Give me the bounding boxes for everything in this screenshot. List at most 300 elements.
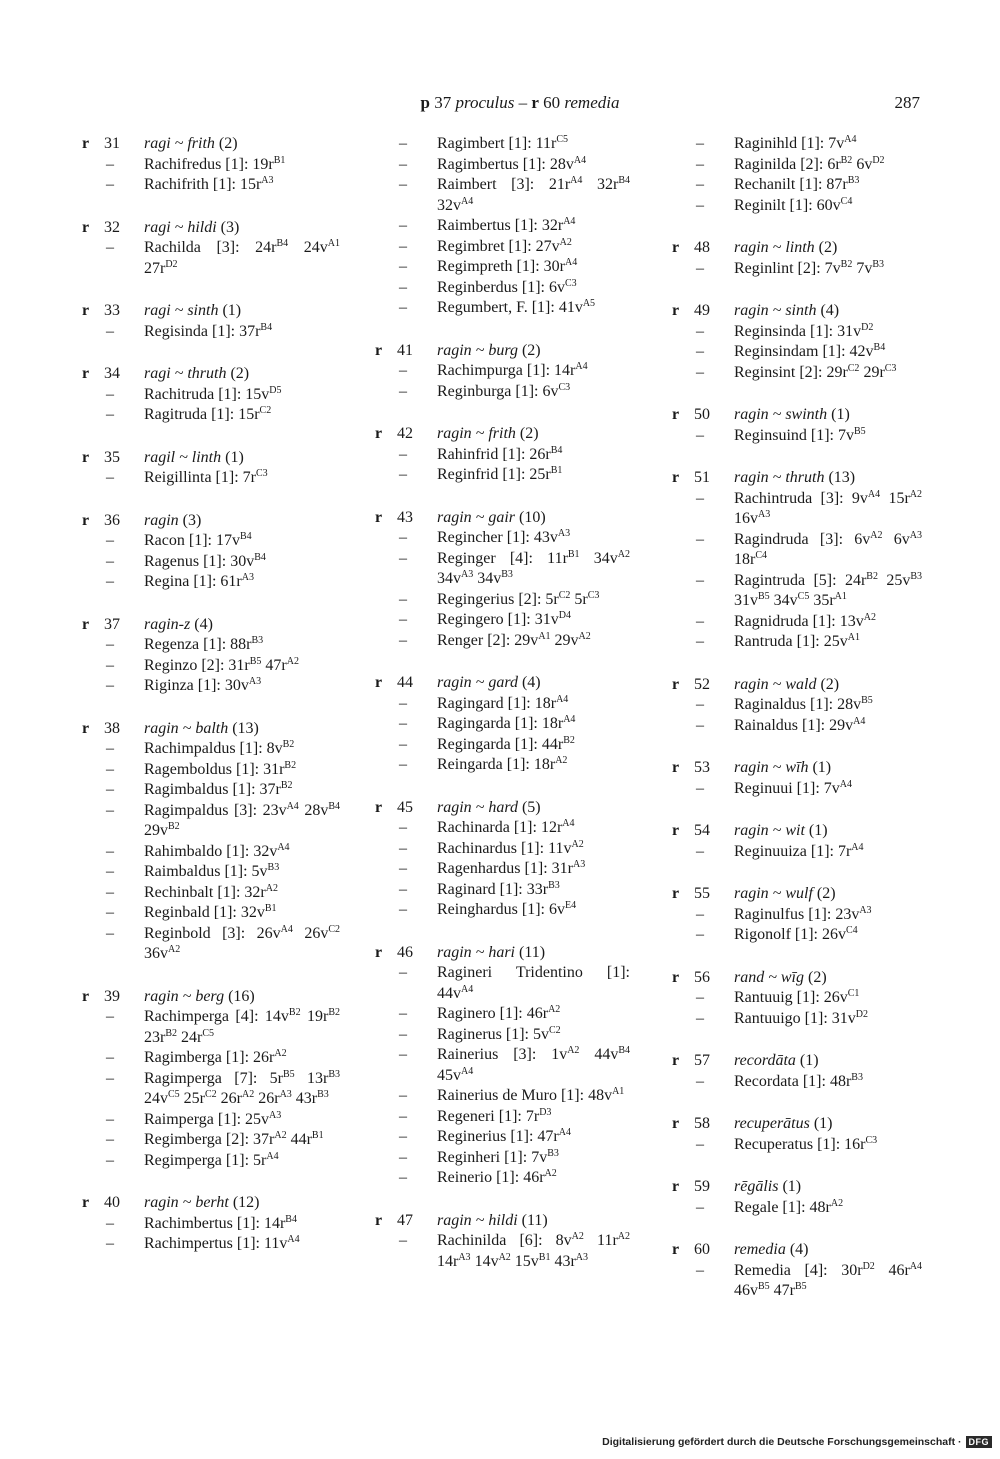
form-dash: –	[106, 322, 114, 340]
form-line	[375, 735, 630, 756]
form-text: Reginzo [2]: $31r^{B5}$ $47r^{A2}$	[144, 655, 299, 674]
form-line	[82, 1234, 340, 1255]
form-dash: –	[696, 1261, 704, 1279]
form-text: Ragnidruda [1]: $13v^{A2}$	[734, 611, 876, 630]
entry-lemma: ragin ~ berg	[144, 987, 225, 1005]
entry-letter: r	[672, 302, 680, 319]
entry-count: (10)	[519, 508, 546, 526]
entry-head	[82, 364, 340, 385]
form-line	[375, 900, 630, 921]
form-line	[82, 572, 340, 593]
form-dash: –	[399, 135, 407, 152]
entry-number: 32	[104, 218, 120, 236]
form-dash: –	[399, 155, 407, 173]
form-line	[82, 1048, 340, 1069]
form-dash: –	[696, 1135, 704, 1153]
entry-number: 52	[694, 675, 710, 693]
entry-count: (2)	[519, 425, 539, 442]
form-text: Regeneri [1]: $7r^{D3}$	[437, 1106, 552, 1125]
form-text: Regimbret [1]: $27v^{A2}$	[437, 236, 572, 255]
entry-count: (12)	[232, 1194, 260, 1211]
form-dash: –	[696, 571, 704, 589]
form-line	[672, 925, 922, 946]
form-line	[672, 716, 922, 737]
entry-number: 50	[694, 406, 710, 423]
entry-head	[82, 218, 340, 239]
column-3	[672, 134, 922, 1324]
form-text: Ragintruda [5]: $24r^{B2}$ $25v^{B3}$ $31v^{B5}$ $34v^{C5}$ $35r^{A1}$	[734, 570, 922, 609]
form-line	[672, 489, 922, 530]
form-text: Rainerius [3]: $1v^{A2}$ $44v^{B4}$ $45v^{A4}$	[437, 1045, 630, 1084]
entry-letter: r	[375, 508, 383, 526]
dictionary-entry	[672, 1177, 922, 1218]
entry-letter: r	[375, 943, 383, 961]
entry-number: 38	[104, 719, 120, 737]
form-line	[375, 1004, 630, 1025]
form-dash: –	[399, 1232, 407, 1249]
entry-number: 34	[104, 365, 120, 382]
entry-number: 45	[397, 798, 413, 816]
dictionary-entry	[375, 424, 630, 486]
form-line	[375, 1025, 630, 1046]
form-text: Remedia [4]: $30r^{D2}$ $46r^{A4}$ $46v^{B5}$ $47r^{B5}$	[734, 1260, 923, 1299]
form-dash: –	[106, 760, 114, 778]
form-dash: –	[106, 573, 114, 590]
entry-number: 36	[104, 511, 120, 529]
form-line	[82, 175, 340, 196]
form-dash: –	[696, 489, 704, 507]
form-text: Rachinardus [1]: $11v^{A2}$	[437, 838, 584, 857]
form-line	[672, 612, 922, 633]
form-text: Reginger [4]: $11r^{B1}$ $34v^{A2}$ $34v^{A3}$ $34v^{B3}$	[437, 548, 630, 587]
entry-letter: r	[82, 615, 90, 633]
entry-number: 54	[694, 822, 710, 839]
dictionary-entry	[82, 448, 340, 489]
form-text: Rainaldus [1]: $29v^{A4}$	[734, 715, 866, 734]
form-text: Raginaldus [1]: $28v^{B5}$	[734, 695, 873, 713]
form-line	[375, 694, 630, 715]
form-dash: –	[696, 1072, 704, 1090]
form-line	[375, 839, 630, 860]
dictionary-entry	[82, 1193, 340, 1255]
entry-head	[82, 511, 340, 532]
dictionary-entry	[375, 341, 630, 403]
form-line	[375, 880, 630, 901]
form-text: Ragingard [1]: $18r^{A4}$	[437, 693, 569, 712]
form-dash: –	[399, 631, 407, 649]
entry-letter: r	[375, 674, 383, 691]
form-text: Riginza [1]: $30v^{A3}$	[144, 676, 262, 694]
form-line	[375, 549, 630, 590]
form-text: Reingarda [1]: $18r^{A2}$	[437, 755, 568, 773]
entry-lemma: ragin ~ wit	[734, 822, 805, 839]
form-text: Rachintruda [3]: $9v^{A4}$ $15r^{A2}$ $16v^{A3}$	[734, 488, 923, 527]
form-text: Raginihld [1]: $7v^{A4}$	[734, 134, 857, 152]
form-line	[672, 530, 922, 571]
head-sep: –	[518, 93, 528, 112]
dictionary-entry	[82, 987, 340, 1172]
form-dash: –	[106, 740, 114, 757]
form-text: Reginsindam [1]: $42v^{B4}$	[734, 342, 886, 360]
entry-count: (4)	[820, 302, 840, 319]
form-line	[82, 1130, 340, 1151]
form-text: Regina [1]: $61r^{A3}$	[144, 572, 254, 590]
form-text: Regale [1]: $48r^{A2}$	[734, 1197, 844, 1216]
dictionary-entry	[375, 508, 630, 652]
form-dash: –	[106, 1235, 114, 1252]
entry-lemma: ragin ~ gard	[437, 674, 518, 691]
form-text: Reginuui [1]: $7v^{A4}$	[734, 778, 852, 797]
entry-letter: r	[672, 239, 680, 256]
form-line	[375, 714, 630, 735]
form-dash: –	[106, 636, 114, 653]
entry-lemma: ragin	[144, 511, 179, 529]
form-dash: –	[399, 529, 407, 546]
form-dash: –	[399, 1107, 407, 1125]
entry-count: (13)	[828, 469, 856, 486]
form-dash: –	[399, 1148, 407, 1166]
entry-head	[672, 405, 922, 426]
entry-letter: r	[82, 719, 90, 737]
form-text: Reginuuiza [1]: $7r^{A4}$	[734, 841, 864, 860]
form-line	[672, 175, 922, 196]
entry-number: 31	[104, 135, 120, 152]
form-text: Raginerus [1]: $5v^{C2}$	[437, 1024, 561, 1043]
form-line	[672, 988, 922, 1009]
dictionary-entry	[82, 615, 340, 697]
entry-letter: r	[672, 759, 680, 776]
entry-number: 60	[694, 1241, 710, 1258]
form-line	[82, 656, 340, 677]
form-dash: –	[106, 1049, 114, 1066]
entry-count: (3)	[220, 218, 240, 236]
form-text: Ragindruda [3]: $6v^{A2}$ $6v^{A3}$ $18r^{C4}$	[734, 529, 923, 568]
entry-letter: r	[672, 675, 680, 693]
entry-count: (4)	[789, 1241, 809, 1258]
entry-count: (1)	[808, 822, 828, 839]
entry-letter: r	[672, 1241, 680, 1258]
form-dash: –	[399, 860, 407, 877]
dictionary-entry	[672, 1114, 922, 1155]
form-dash: –	[106, 406, 114, 423]
form-line	[375, 1231, 630, 1272]
form-text: Raimbaldus [1]: $5v^{B3}$	[144, 862, 280, 880]
form-dash: –	[696, 343, 704, 360]
form-text: Ragenhardus [1]: $31r^{A3}$	[437, 859, 586, 877]
entry-lemma: recuperātus	[734, 1115, 810, 1132]
column-2	[375, 134, 630, 1294]
entry-count: (1)	[782, 1178, 802, 1195]
entry-letter: r	[82, 302, 90, 319]
form-dash: –	[696, 176, 704, 193]
form-line	[375, 445, 630, 466]
entry-lemma: remedia	[734, 1241, 786, 1258]
form-line	[82, 1069, 340, 1110]
form-text: Ragimpaldus [3]: $23v^{A4}$ $28v^{B4}$ $29v^{B2}$	[144, 800, 340, 839]
entry-count: (1)	[813, 1115, 833, 1132]
form-dash: –	[399, 445, 407, 463]
entry-letter: r	[375, 798, 383, 816]
form-text: Reginberdus [1]: $6v^{C3}$	[437, 277, 577, 296]
entry-letter: r	[672, 885, 680, 902]
entry-count: (2)	[818, 239, 838, 256]
form-dash: –	[696, 842, 704, 860]
entry-lemma: ragin ~ berht	[144, 1194, 229, 1211]
page-number: 287	[894, 93, 920, 112]
form-dash: –	[106, 552, 114, 570]
entry-head	[375, 341, 630, 362]
entry-number: 59	[694, 1178, 710, 1195]
form-line	[375, 134, 630, 155]
form-dash: –	[106, 1110, 114, 1128]
form-text: Reinerio [1]: $46r^{A2}$	[437, 1168, 557, 1186]
form-dash: –	[106, 469, 114, 486]
form-text: Recordata [1]: $48r^{B3}$	[734, 1071, 863, 1090]
entry-lemma: ragin ~ wulf	[734, 885, 813, 902]
form-dash: –	[106, 842, 114, 860]
form-text: Reginsinda [1]: $31v^{D2}$	[734, 321, 874, 340]
form-text: Rachimperga [4]: $14v^{B2}$ $19r^{B2}$ $23r^{B2}$ $24r^{C5}$	[144, 1007, 340, 1046]
form-text: Rachinilda [6]: $8v^{A2}$ $11r^{A2}$ $14r^{A3}$ $14v^{A2}$ $15v^{B1}$ $43r^{A3}$	[437, 1231, 630, 1270]
form-line	[672, 842, 922, 863]
entry-lemma: ragi ~ hildi	[144, 218, 217, 236]
entry-count: (4)	[521, 674, 541, 691]
dictionary-entry	[672, 884, 922, 946]
entry-count: (13)	[232, 719, 259, 737]
form-dash: –	[399, 1128, 407, 1145]
form-dash: –	[106, 883, 114, 901]
form-dash: –	[696, 322, 704, 340]
dictionary-entry	[82, 719, 340, 965]
entry-count: (3)	[182, 511, 202, 529]
entry-lemma: ragin ~ hildi	[437, 1211, 518, 1229]
form-text: Raginard [1]: $33r^{B3}$	[437, 879, 560, 898]
entry-count: (2)	[230, 365, 250, 382]
form-dash: –	[696, 155, 704, 173]
form-text: Reginerius [1]: $47r^{A4}$	[437, 1127, 571, 1145]
form-line	[82, 552, 340, 573]
form-line	[82, 405, 340, 426]
form-dash: –	[399, 1005, 407, 1022]
form-line	[672, 342, 922, 363]
entry-head	[82, 615, 340, 636]
dfg-logo: DFG	[966, 1436, 993, 1448]
form-dash: –	[399, 258, 407, 275]
entry-head	[82, 719, 340, 740]
form-line	[82, 739, 340, 760]
entry-letter: r	[672, 822, 680, 839]
form-dash: –	[696, 905, 704, 923]
form-text: Rachifrith [1]: $15r^{A3}$	[144, 175, 274, 193]
form-text: Ragimberga [1]: $26r^{A2}$	[144, 1048, 287, 1066]
form-dash: –	[106, 924, 114, 942]
form-line	[82, 1214, 340, 1235]
entry-number: 42	[397, 425, 413, 442]
form-dash: –	[399, 880, 407, 898]
form-line	[672, 1009, 922, 1030]
entry-count: (1)	[225, 448, 244, 466]
entry-head	[672, 1240, 922, 1261]
form-text: Rachimpertus [1]: $11v^{A4}$	[144, 1234, 300, 1252]
form-dash: –	[106, 863, 114, 880]
dictionary-entry	[375, 673, 630, 776]
head-r-letter: r	[531, 93, 539, 112]
form-text: Rahimbaldo [1]: $32v^{A4}$	[144, 841, 290, 860]
form-text: Rantuuigo [1]: $31v^{D2}$	[734, 1008, 868, 1027]
entry-lemma: rand ~ wīg	[734, 968, 804, 986]
form-dash: –	[696, 633, 704, 650]
form-dash: –	[399, 756, 407, 773]
form-line	[375, 1045, 630, 1086]
form-text: Rachimpaldus [1]: $8v^{B2}$	[144, 739, 295, 757]
entry-lemma: ragil ~ linth	[144, 448, 222, 466]
form-line	[82, 842, 340, 863]
form-line	[672, 1072, 922, 1093]
form-line	[672, 695, 922, 716]
entry-lemma: recordāta	[734, 1052, 796, 1069]
dictionary-entry	[672, 134, 922, 216]
entry-letter: r	[82, 511, 90, 529]
entry-head	[82, 448, 340, 469]
entry-lemma: ragin ~ gair	[437, 508, 515, 526]
footer-text: Digitalisierung gefördert durch die Deutsche Forschungsgemeinschaft ·	[602, 1436, 962, 1448]
form-dash: –	[696, 363, 704, 381]
entry-number: 37	[104, 615, 120, 633]
head-p-num: 37	[434, 93, 452, 112]
dictionary-entry	[672, 1051, 922, 1092]
form-text: Ragimperga [7]: $5r^{B5}$ $13r^{B3}$ $24v^{C5}$ $25r^{C2}$ $26r^{A2}$ $26r^{A3}$ $43r^{B3}$	[144, 1068, 340, 1107]
form-line	[375, 755, 630, 776]
form-text: Rantuuig [1]: $26v^{C1}$	[734, 988, 860, 1006]
entry-count: (2)	[218, 135, 238, 152]
form-dash: –	[399, 735, 407, 753]
dictionary-entry	[672, 675, 922, 737]
form-text: Regimpreth [1]: $30r^{A4}$	[437, 257, 578, 275]
form-text: Recuperatus [1]: $16r^{C3}$	[734, 1134, 878, 1153]
form-dash: –	[399, 237, 407, 255]
form-text: Rainerius de Muro [1]: $48v^{A1}$	[437, 1086, 625, 1104]
form-dash: –	[399, 217, 407, 234]
form-line	[375, 216, 630, 237]
dictionary-entry	[672, 468, 922, 653]
entry-count: (5)	[521, 798, 541, 816]
entry-number: 40	[104, 1194, 120, 1211]
entry-head	[672, 884, 922, 905]
entry-number: 56	[694, 968, 710, 986]
entry-count: (4)	[194, 615, 213, 633]
form-dash: –	[106, 155, 114, 173]
entry-number: 51	[694, 469, 710, 486]
form-text: Reinghardus [1]: $6v^{E4}$	[437, 900, 577, 918]
form-text: Ragenus [1]: $30v^{B4}$	[144, 551, 266, 570]
form-text: Racon [1]: $17v^{B4}$	[144, 531, 252, 549]
entry-number: 47	[397, 1211, 413, 1229]
form-dash: –	[399, 466, 407, 483]
entry-head	[82, 301, 340, 322]
entry-lemma: ragi ~ thruth	[144, 365, 227, 382]
form-line	[82, 1007, 340, 1048]
entry-number: 41	[397, 341, 413, 359]
form-text: Reginheri [1]: $7v^{B3}$	[437, 1147, 559, 1166]
form-dash: –	[696, 426, 704, 444]
entry-lemma: ragin ~ linth	[734, 239, 815, 256]
head-r-word: remedia	[564, 93, 620, 112]
form-dash: –	[399, 819, 407, 836]
form-text: Reginbold [3]: $26v^{A4}$ $26v^{C2}$ $36v^{A2}$	[144, 923, 341, 962]
form-text: Regingero [1]: $31v^{D4}$	[437, 610, 571, 628]
entry-head	[672, 301, 922, 322]
form-line	[82, 1151, 340, 1172]
dictionary-entry	[672, 1240, 922, 1302]
form-line	[672, 134, 922, 155]
form-dash: –	[399, 549, 407, 567]
dictionary-entry	[672, 405, 922, 446]
form-dash: –	[106, 1214, 114, 1232]
form-dash: –	[399, 611, 407, 628]
form-text: Regimberga [2]: $37r^{A2}$ $44r^{B1}$	[144, 1130, 324, 1148]
form-text: Regumbert, F. [1]: $41v^{A5}$	[437, 298, 596, 316]
form-line	[672, 779, 922, 800]
form-dash: –	[106, 1069, 114, 1087]
form-line	[375, 175, 630, 216]
form-dash: –	[106, 781, 114, 798]
form-text: Regenza [1]: $88r^{B3}$	[144, 635, 264, 653]
entry-letter: r	[375, 1211, 383, 1229]
form-line	[375, 963, 630, 1004]
form-line	[82, 468, 340, 489]
form-text: Reginburga [1]: $6v^{C3}$	[437, 381, 571, 400]
form-text: Reginsint [2]: $29r^{C2}$ $29r^{C3}$	[734, 362, 897, 381]
dictionary-entry	[672, 821, 922, 862]
form-text: Reginsuind [1]: $7v^{B5}$	[734, 425, 866, 444]
form-dash: –	[106, 656, 114, 674]
entry-lemma: ragin-z	[144, 615, 191, 633]
entry-lemma: rēgālis	[734, 1178, 779, 1195]
form-line	[82, 801, 340, 842]
entry-lemma: ragin ~ thruth	[734, 469, 825, 486]
dictionary-entry	[375, 943, 630, 1189]
entry-number: 55	[694, 885, 710, 902]
form-line	[375, 818, 630, 839]
form-line	[672, 571, 922, 612]
entry-lemma: ragin ~ hari	[437, 943, 515, 961]
entry-head	[672, 675, 922, 696]
entry-lemma: ragin ~ sinth	[734, 302, 817, 319]
entry-lemma: ragi ~ sinth	[144, 302, 219, 319]
form-line	[82, 1110, 340, 1131]
form-dash: –	[696, 259, 704, 277]
entry-head	[672, 968, 922, 989]
form-text: Raginero [1]: $46r^{A2}$	[437, 1004, 561, 1022]
entry-head	[375, 1211, 630, 1232]
column-1	[82, 134, 340, 1277]
entry-head	[672, 238, 922, 259]
form-dash: –	[106, 904, 114, 921]
entry-head	[672, 1114, 922, 1135]
form-line	[375, 1127, 630, 1148]
form-dash: –	[399, 278, 407, 296]
entry-head	[375, 424, 630, 445]
form-text: Regingerius [2]: $5r^{C2}$ $5r^{C3}$	[437, 589, 600, 608]
form-text: Reginilt [1]: $60v^{C4}$	[734, 195, 853, 214]
form-dash: –	[399, 1025, 407, 1043]
entry-head	[672, 1051, 922, 1072]
form-dash: –	[106, 801, 114, 819]
entry-letter: r	[82, 365, 90, 382]
form-dash: –	[696, 779, 704, 797]
form-text: Raimbertus [1]: $32r^{A4}$	[437, 216, 576, 234]
form-line	[375, 278, 630, 299]
